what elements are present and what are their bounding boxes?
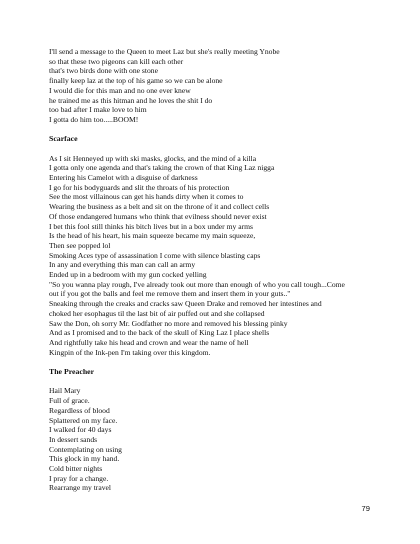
poem-line: Is the head of his heart, his main squeeze became my main squeeze, (49, 231, 256, 241)
poem-line: Regardless of blood (49, 405, 110, 415)
poem-line: Saw the Don, oh sorry Mr. Godfather no more and removed his blessing pinky (49, 318, 288, 328)
poem-line: Hail Mary (49, 386, 81, 396)
poem-line: that's two birds done with one stone (49, 66, 158, 76)
poem-line: In any and everything this man can call an army (49, 260, 196, 270)
poem-line: Ended up in a bedroom with my gun cocked yelling (49, 270, 207, 280)
poem-line: Smoking Aces type of assassination I come with silence blasting caps (49, 250, 261, 260)
poem-line: See the most villainous can get his hands dirty when it comes to (49, 192, 244, 202)
poem-line: Wearing the business as a belt and sit on the throne of it and collect cells (49, 202, 270, 212)
poem-line: Then see popped lol (49, 240, 111, 250)
poem-line: Sneaking through the creaks and cracks saw Queen Drake and removed her intestines and (49, 299, 322, 309)
poem-line: I gotta only one agenda and that's taking the crown of that King Laz nigga (49, 163, 275, 173)
scarface-stanza (49, 154, 389, 358)
page-number: 79 (361, 504, 370, 513)
poem-line: too bad after I make love to him (49, 105, 147, 115)
poem-line: "So you wanna play rough, I've already took out more than enough of who you call tough...Come (49, 279, 345, 289)
poem-line: out if you got the balls and feel me remove them and insert them in your guts.." (49, 289, 291, 299)
intro-stanza (49, 47, 389, 125)
poem-line: Contemplating on using (49, 444, 122, 454)
poem-line: he trained me as this hitman and he loves the shit I do (49, 95, 213, 105)
poem-line: I pray for a change. (49, 473, 109, 483)
poem-line: Rearrange my travel (49, 483, 111, 493)
poem-line: I walked for 40 days (49, 425, 112, 435)
poem-line: I gotta do him too.....BOOM! (49, 114, 139, 124)
poem-line: In dessert sands (49, 434, 98, 444)
poem-line: I'll send a message to the Queen to meet Laz but she's really meeting Ynobe (49, 47, 280, 56)
poem-line: finally keep laz at the top of his game so we can be alone (49, 76, 223, 86)
poem-line: I would die for this man and no one ever knew (49, 85, 191, 95)
preacher-stanza (49, 386, 389, 493)
section-heading-scarface: Scarface (49, 134, 78, 144)
poem-line: Full of grace. (49, 396, 90, 406)
poem-line: Cold bitter nights (49, 464, 103, 474)
poem-line: Splattered on my face. (49, 415, 118, 425)
page-content (49, 47, 389, 493)
poem-line: so that these two pigeons can kill each other (49, 56, 184, 66)
poem-line: And as I promised and to the back of the skull of King Laz I place shells (49, 328, 270, 338)
poem-line: And rightfully take his head and crown and wear the name of hell (49, 337, 249, 347)
poem-line: Of those endangered humans who think that evilness should never exist (49, 211, 267, 221)
poem-line: Kingpin of the Ink-pen I'm taking over this kingdom. (49, 347, 211, 357)
poem-line: As I sit Henneyed up with ski masks, glocks, and the mind of a killa (49, 153, 257, 163)
section-heading-the-preacher: The Preacher (49, 366, 95, 376)
poem-line: This glock in my hand. (49, 454, 120, 464)
poem-line: I bet this fool still thinks his bitch lives but in a box under my arms (49, 221, 253, 231)
poem-line: I go for his bodyguards and slit the throats of his protection (49, 182, 230, 192)
poem-line: choked her esophagus til the last bit of air puffed out and she collapsed (49, 308, 265, 318)
poem-line: Entering his Camelot with a disguise of darkness (49, 173, 198, 183)
